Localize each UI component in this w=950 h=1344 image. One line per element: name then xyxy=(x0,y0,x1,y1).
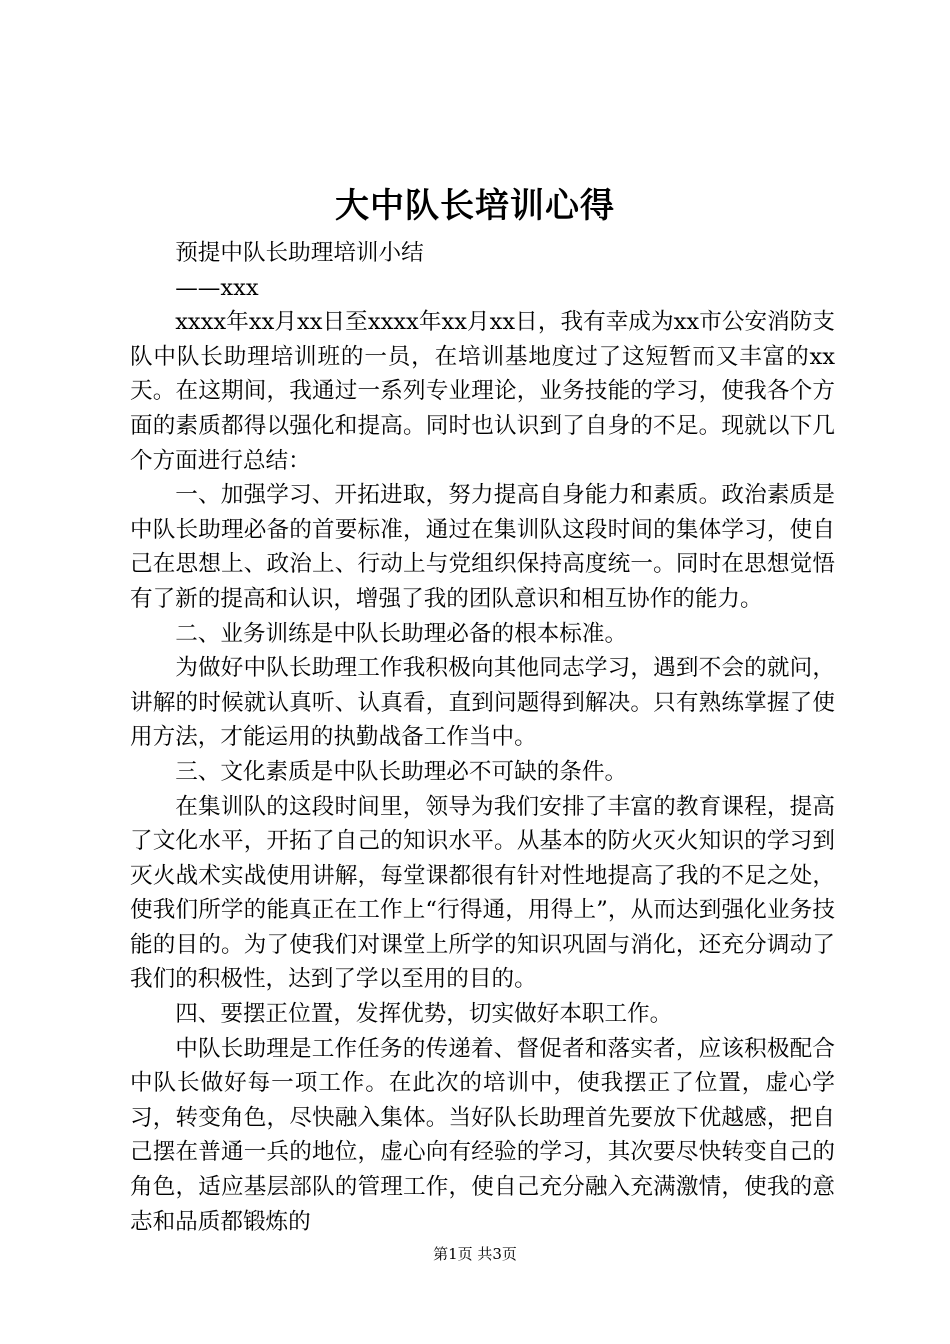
section-four-paragraph: 中队长助理是工作任务的传递着、督促者和落实者，应该积极配合中队长做好每一项工作。在此次的培训中，使我摆正了位置，虚心学习，转变角色，尽快融入集体。当好队长助理首先要放下优越感，把自己摆在普通一兵的地位，虚心向有经验的学习，其次要尽快转变自己的角色，适应基层部队的管理工作，使自己充分融入充满激情，使我的意志和品质都锻炼的 xyxy=(130,1035,835,1235)
document-body xyxy=(130,236,835,1239)
subtitle-paragraph: 预提中队长助理培训小结 xyxy=(175,240,424,266)
intro-paragraph: xxxx年xx月xx日至xxxx年xx月xx日，我有幸成为xx市公安消防支队中队长助理培训班的一员，在培训基地度过了这短暂而又丰富的xx天。在这期间，我通过一系列专业理论，业务技能的学习，使我各个方面的素质都得以强化和提高。同时也认识到了自身的不足。现就以下几个方面进行总结： xyxy=(130,309,835,474)
author-line: ——xxx xyxy=(175,274,259,301)
document-title: 大中队长培训心得 xyxy=(335,186,615,226)
section-two-paragraph: 为做好中队长助理工作我积极向其他同志学习，遇到不会的就问，讲解的时候就认真听、认真看，直到问题得到解决。只有熟练掌握了使用方法，才能运用的执勤战备工作当中。 xyxy=(130,655,835,751)
page-footer: 第1页 共3页 xyxy=(433,1245,517,1263)
section-two-heading: 二、业务训练是中队长助理必备的根本标准。 xyxy=(175,620,628,647)
section-three-heading: 三、文化素质是中队长助理必不可缺的条件。 xyxy=(175,758,628,785)
section-four-heading: 四、要摆正位置，发挥优势，切实做好本职工作。 xyxy=(175,1001,673,1028)
section-one-paragraph: 一、加强学习、开拓进取，努力提高自身能力和素质。政治素质是中队长助理必备的首要标准，通过在集训队这段时间的集体学习，使自己在思想上、政治上、行动上与党组织保持高度统一。同时在思想觉悟有了新的提高和认识，增强了我的团队意识和相互协作的能力。 xyxy=(130,482,835,612)
section-three-paragraph: 在集训队的这段时间里，领导为我们安排了丰富的教育课程，提高了文化水平，开拓了自己的知识水平。从基本的防火灭火知识的学习到灭火战术实战使用讲解，每堂课都很有针对性地提高了我的不足之处，使我们所学的能真正在工作上“行得通，用得上”，从而达到强化业务技能的目的。为了使我们对课堂上所学的知识巩固与消化，还充分调动了我们的积极性，达到了学以至用的目的。 xyxy=(130,793,835,993)
